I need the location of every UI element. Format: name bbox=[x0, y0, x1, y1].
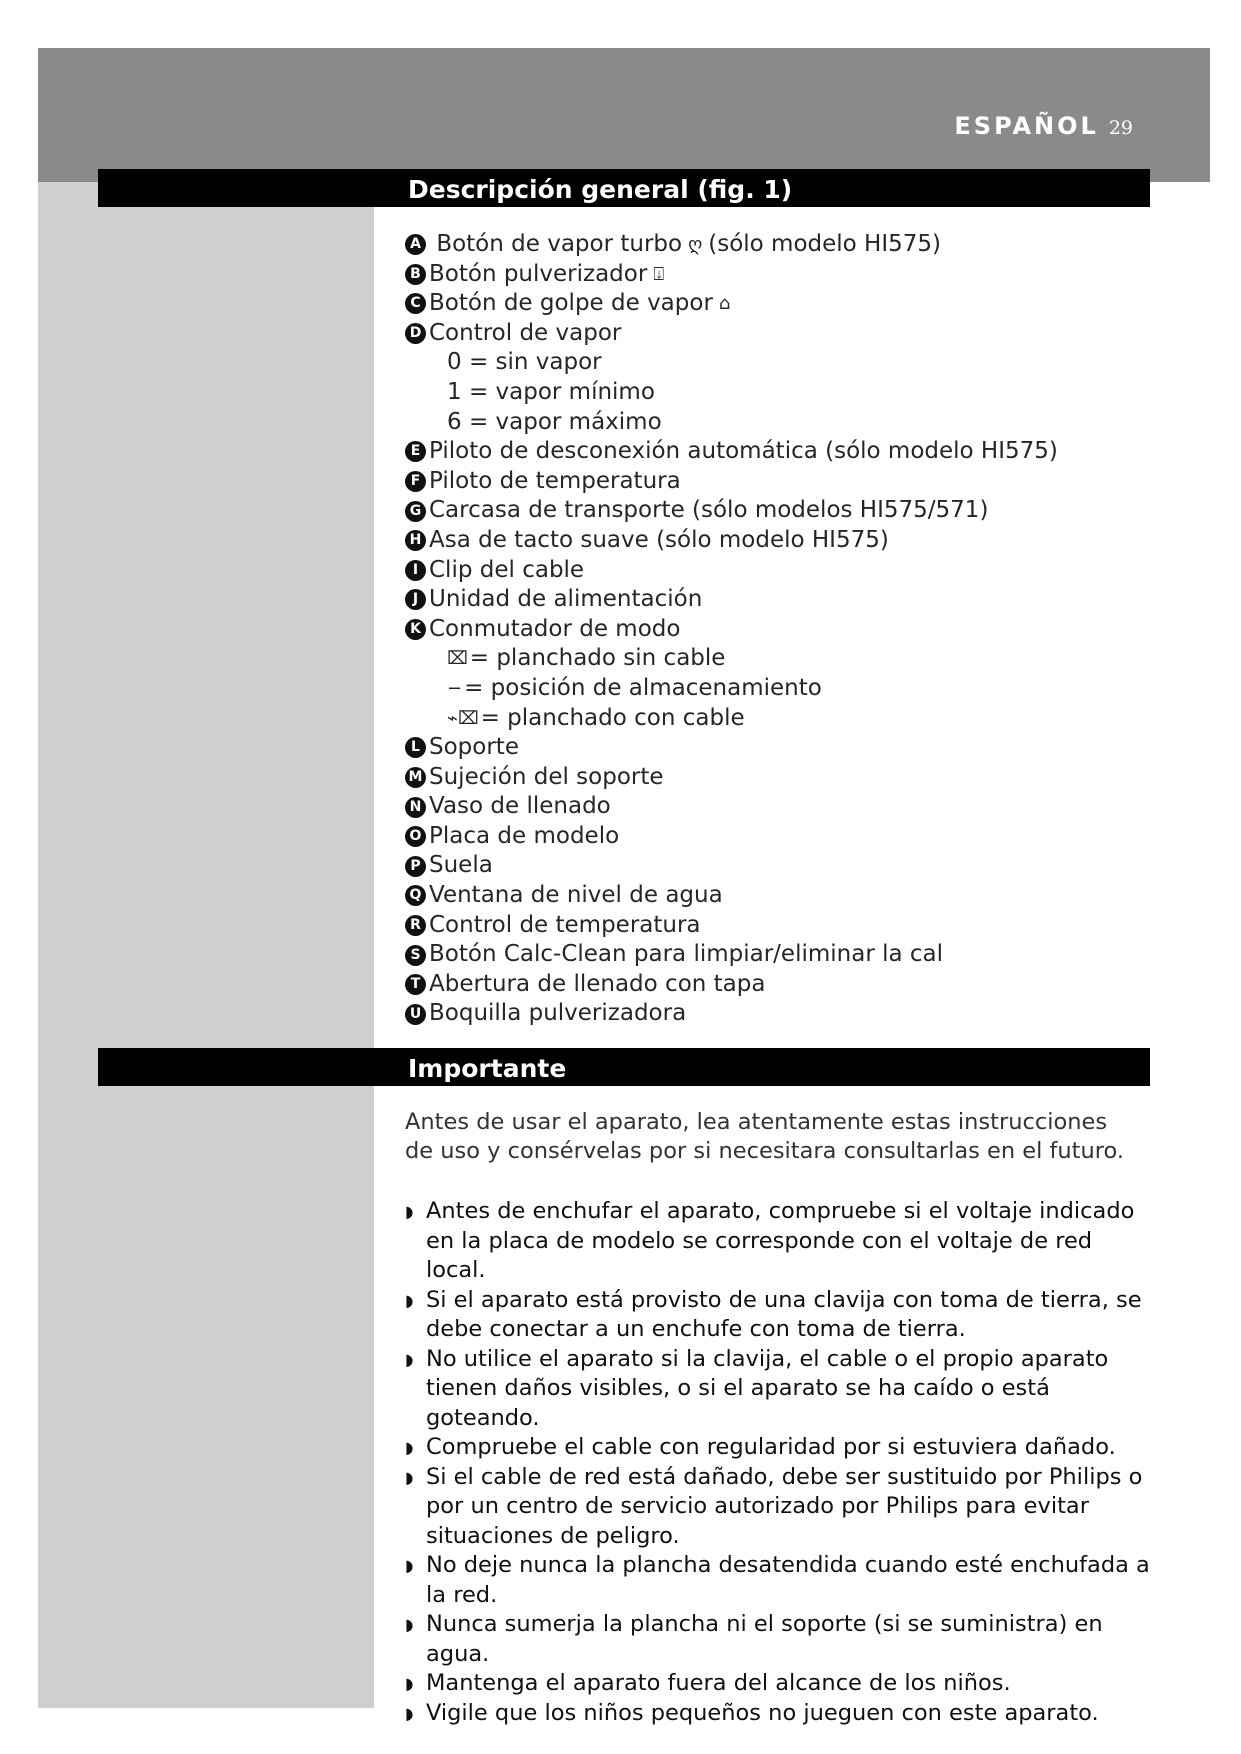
letter-badge: O bbox=[405, 826, 426, 847]
mode-setting bbox=[405, 644, 1125, 674]
bullet-icon: ◗ bbox=[405, 1703, 414, 1723]
bullet-text: Nunca sumerja la plancha ni el soporte (si se suministra) en agua. bbox=[426, 1611, 1103, 1667]
bullet-text: Antes de enchufar el aparato, compruebe si el voltaje indicado en la placa de modelo se corresponde con el voltaje de red local. bbox=[426, 1198, 1135, 1283]
letter-badge: K bbox=[405, 619, 426, 640]
list-item bbox=[405, 1286, 1150, 1345]
legend-item bbox=[405, 585, 1125, 615]
letter-badge: I bbox=[405, 560, 426, 581]
letter-badge: M bbox=[405, 767, 426, 788]
legend-item bbox=[405, 615, 1125, 645]
mode-setting bbox=[405, 704, 1125, 734]
legend-text: Conmutador de modo bbox=[429, 615, 681, 642]
bullet-icon: ◗ bbox=[405, 1290, 414, 1310]
legend-text: Clip del cable bbox=[429, 556, 585, 583]
legend-item bbox=[405, 999, 1125, 1029]
bullet-text: Si el cable de red está dañado, debe ser sustituido por Philips o por un centro de servicio autorizado por Philips para evitar situaciones de peligro. bbox=[426, 1463, 1143, 1549]
steam-setting: 6 = vapor máximo bbox=[447, 408, 662, 435]
list-item bbox=[405, 1610, 1150, 1669]
bullet-text: No deje nunca la plancha desatendida cuando esté enchufada a la red. bbox=[426, 1552, 1150, 1608]
legend-item bbox=[405, 940, 1125, 970]
legend-text: Carcasa de transporte (sólo modelos HI575/571) bbox=[429, 497, 989, 524]
corded-iron-icon: ⌁⌧ bbox=[447, 707, 479, 729]
bullet-text: Vigile que los niños pequeños no jueguen con este aparato. bbox=[426, 1699, 1099, 1726]
steam-setting: 0 = sin vapor bbox=[447, 349, 602, 376]
legend-text: Control de temperatura bbox=[429, 911, 701, 938]
legend-item bbox=[405, 496, 1125, 526]
legend-text: Piloto de desconexión automática (sólo modelo HI575) bbox=[429, 438, 1058, 465]
legend-item bbox=[405, 881, 1125, 911]
legend-text: Placa de modelo bbox=[429, 822, 620, 849]
legend-item bbox=[405, 467, 1125, 497]
bullet-text: Si el aparato está provisto de una clavija con toma de tierra, se debe conectar a un enchufe con toma de tierra. bbox=[426, 1286, 1142, 1342]
bullet-text: Mantenga el aparato fuera del alcance de los niños. bbox=[426, 1670, 1011, 1696]
legend-text: Ventana de nivel de agua bbox=[429, 882, 723, 909]
legend-text: Control de vapor bbox=[429, 319, 622, 346]
legend-text: Botón de golpe de vapor bbox=[429, 290, 713, 317]
bullet-icon: ◗ bbox=[405, 1467, 414, 1487]
list-item bbox=[405, 1197, 1150, 1286]
letter-badge: F bbox=[405, 471, 426, 492]
list-item bbox=[405, 1345, 1150, 1434]
legend-item bbox=[405, 792, 1125, 822]
safety-bullet-list bbox=[405, 1197, 1150, 1728]
letter-badge: B bbox=[405, 264, 426, 285]
turbo-steam-icon: ღ bbox=[688, 234, 703, 255]
section-title-bar bbox=[99, 1049, 1149, 1085]
legend-item bbox=[405, 970, 1125, 1000]
legend-text: Suela bbox=[429, 852, 493, 879]
legend-item bbox=[405, 319, 1125, 349]
letter-badge: T bbox=[405, 974, 426, 995]
letter-badge: Q bbox=[405, 885, 426, 906]
list-item bbox=[405, 1669, 1150, 1699]
legend-text: Unidad de alimentación bbox=[429, 586, 703, 613]
legend-text: Asa de tacto suave (sólo modelo HI575) bbox=[429, 526, 889, 553]
bullet-text: Compruebe el cable con regularidad por si estuviera dañado. bbox=[426, 1434, 1116, 1460]
mode-text: = planchado sin cable bbox=[469, 645, 726, 672]
legend-text: Botón Calc-Clean para limpiar/eliminar la cal bbox=[429, 941, 944, 968]
language-label: ESPAÑOL bbox=[954, 112, 1099, 140]
list-item bbox=[405, 1463, 1150, 1552]
letter-badge: J bbox=[405, 589, 426, 610]
letter-badge: A bbox=[405, 234, 426, 255]
list-item bbox=[405, 1699, 1150, 1729]
parts-legend bbox=[405, 230, 1125, 1029]
steam-setting: 1 = vapor mínimo bbox=[447, 378, 655, 405]
letter-badge: E bbox=[405, 441, 426, 462]
legend-text: Vaso de llenado bbox=[429, 793, 611, 820]
page-number: 29 bbox=[1108, 117, 1133, 139]
spray-icon: ⍗ bbox=[653, 263, 665, 285]
mode-setting bbox=[405, 674, 1125, 704]
legend-item bbox=[405, 763, 1125, 793]
storage-position-icon: − bbox=[447, 677, 463, 699]
legend-text: Soporte bbox=[429, 734, 519, 761]
letter-badge: L bbox=[405, 737, 426, 758]
bullet-icon: ◗ bbox=[405, 1438, 414, 1457]
letter-badge: C bbox=[405, 293, 426, 314]
legend-item bbox=[405, 260, 1125, 290]
legend-text: Abertura de llenado con tapa bbox=[429, 970, 766, 997]
legend-item bbox=[405, 556, 1125, 586]
intro-paragraph: Antes de usar el aparato, lea atentamente estas instrucciones de uso y consérvelas por si necesitara consultarlas en el futuro. bbox=[405, 1109, 1125, 1164]
list-item bbox=[405, 1551, 1150, 1610]
bullet-icon: ◗ bbox=[405, 1349, 414, 1369]
steam-shot-icon: ⌂ bbox=[718, 293, 731, 315]
letter-badge: S bbox=[405, 945, 426, 966]
legend-item bbox=[405, 289, 1125, 319]
margin-column bbox=[38, 182, 374, 1708]
bullet-icon: ◗ bbox=[405, 1674, 414, 1693]
letter-badge: R bbox=[405, 915, 426, 936]
letter-badge: P bbox=[405, 856, 426, 877]
bullet-text: No utilice el aparato si la clavija, el cable o el propio aparato tienen daños visibles, o si el aparato se ha caído o está goteando. bbox=[426, 1345, 1109, 1431]
legend-suffix: (sólo modelo HI575) bbox=[708, 231, 941, 257]
cordless-iron-icon: ⌧ bbox=[447, 648, 468, 670]
list-item bbox=[405, 1433, 1150, 1463]
legend-item bbox=[405, 230, 1125, 260]
legend-text: Botón pulverizador bbox=[429, 260, 648, 287]
letter-badge: G bbox=[405, 501, 426, 522]
letter-badge: U bbox=[405, 1004, 426, 1025]
legend-item bbox=[405, 733, 1125, 763]
legend-text: Sujeción del soporte bbox=[429, 763, 664, 790]
legend-item bbox=[405, 526, 1125, 556]
bullet-icon: ◗ bbox=[405, 1615, 414, 1634]
legend-text: Piloto de temperatura bbox=[429, 467, 681, 494]
legend-item bbox=[405, 437, 1125, 467]
mode-text: = posición de almacenamiento bbox=[464, 674, 822, 701]
legend-item bbox=[405, 822, 1125, 852]
legend-item bbox=[405, 851, 1125, 881]
legend-text: Botón de vapor turbo bbox=[436, 231, 683, 257]
page-header bbox=[954, 112, 1133, 140]
legend-text: Boquilla pulverizadora bbox=[429, 1000, 687, 1027]
mode-text: = planchado con cable bbox=[480, 704, 745, 731]
section-title-bar bbox=[99, 170, 1149, 206]
letter-badge: D bbox=[405, 323, 426, 344]
letter-badge: H bbox=[405, 530, 426, 551]
bullet-icon: ◗ bbox=[405, 1202, 414, 1221]
legend-item bbox=[405, 911, 1125, 941]
bullet-icon: ◗ bbox=[405, 1556, 414, 1575]
section-title: Importante bbox=[408, 1054, 567, 1083]
section-title: Descripción general (fig. 1) bbox=[408, 175, 793, 204]
letter-badge: N bbox=[405, 797, 426, 818]
